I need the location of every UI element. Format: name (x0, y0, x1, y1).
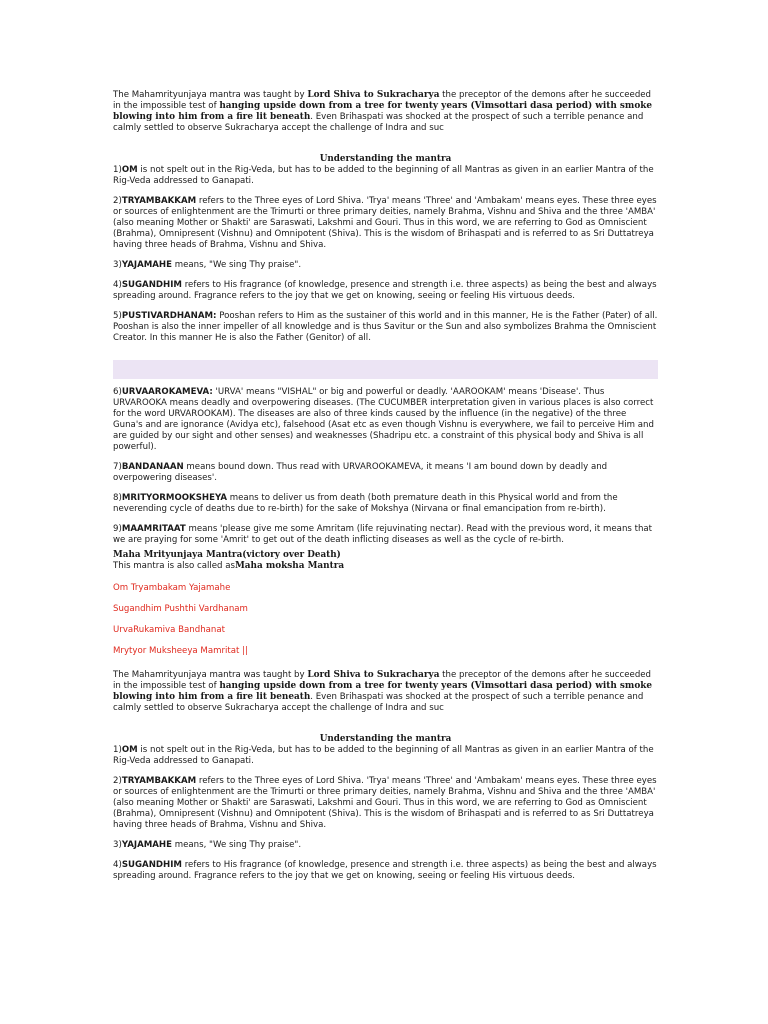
term: YAJAMAHE (121, 840, 172, 850)
list-item: 7)BANDANAAN means bound down. Thus read with URVAROOKAMEVA, it means 'I am bound down by deadly and overpowering diseases'. (113, 462, 608, 483)
items-list-2 (113, 387, 658, 546)
list-item: 8)MRITYORMOOKSHEYA means to deliver us from death (both premature death in this Physical world and from the neverending cycle of deaths due to re-birth) for the sake of Mokshya (Nirvana or final emancipation from re-birth). (113, 493, 618, 514)
mantra-alt-name: Maha moksha Mantra (234, 561, 345, 571)
list-item: 2)TRYAMBAKKAM refers to the Three eyes of Lord Shiva. 'Trya' means 'Three' and 'Ambakam' means eyes. These three eyes or sources of enlightenment are the Trimurti or three primary deities, namely Brahma, Vishnu and Shiva and the three 'AMBA' (also meaning Mother or Shakti' are Saraswati, Lakshmi and Gouri. Thus in this word, we are referring to God as Omniscient (Brahma), Omnipresent (Vishnu) and Omnipotent (Shiva). This is the wisdom of Brihaspati and is referred to as Sri Duttatreya having three heads of Brahma, Vishnu and Shiva. (113, 196, 657, 250)
separator-band (113, 360, 658, 379)
mantra-lines (113, 583, 658, 657)
mantra-line: Om Tryambakam Yajamahe (113, 583, 231, 593)
intro-text: The Mahamrityunjaya mantra was taught by (113, 90, 308, 100)
mantra-line: UrvaRukamiva Bandhanat (113, 625, 225, 635)
intro-test: hanging upside down from a tree for twenty years (Vimsottari dasa period) with smoke blowing into him from a fire lit beneath (113, 101, 653, 122)
list-item: 3)YAJAMAHE means, "We sing Thy praise". (113, 840, 302, 850)
mantra-line: Mrytyor Muksheeya Mamritat || (113, 646, 248, 656)
term: OM (121, 745, 138, 755)
intro-test: hanging upside down from a tree for twenty years (Vimsottari dasa period) with smoke blowing into him from a fire lit beneath (113, 681, 653, 702)
intro-ending: . Even Brihaspati was shocked at the prospect of such a terrible penance and calmly settled to observe Sukracharya accept the challenge of Indra and suc (113, 112, 644, 133)
list-item: 1)OM is not spelt out in the Rig-Veda, but has to be added to the beginning of all Mantras as given in an earlier Mantra of the Rig-Veda addressed to Ganapati. (113, 745, 654, 766)
list-item: 6)URVAAROKAMEVA: 'URVA' means "VISHAL" or big and powerful or deadly. 'AAROOKAM' means 'Disease'. Thus URVAROOKA means deadly and overpowering diseases. (The CUCUMBER interpretation given in various places is also correct for the word URVAROOKAM). The diseases are also of three kinds caused by the influence (in the negative) of the three Guna's and are ignorance (Avidya etc), falsehood (Asat etc as even though Vishnu is everywhere, we fail to perceive Him and are guided by our sight and other senses) and weaknesses (Shadripu etc. a constraint of this physical body and Shiva is all powerful). (113, 387, 654, 452)
term: SUGANDHIM (121, 280, 182, 290)
section-heading: Understanding the mantra (319, 734, 452, 744)
list-item: 1)OM is not spelt out in the Rig-Veda, but has to be added to the beginning of all Mantras as given in an earlier Mantra of the Rig-Veda addressed to Ganapati. (113, 165, 654, 186)
term: MAAMRITAAT (121, 524, 186, 534)
intro-text-2: the preceptor of the demons after he succeeded in the impossible test of (113, 90, 652, 111)
intro-name: Lord Shiva to Sukracharya (307, 670, 440, 680)
mantra-line: Sugandhim Pushthi Vardhanam (113, 604, 248, 614)
term: OM (121, 165, 138, 175)
term: SUGANDHIM (121, 860, 182, 870)
term: URVAAROKAMEVA: (121, 387, 213, 397)
term: TRYAMBAKKAM (121, 776, 197, 786)
section-heading: Understanding the mantra (319, 154, 452, 164)
list-item: 9)MAAMRITAAT means 'please give me some Amritam (life rejuvinating nectar). Read with the previous word, it means that we are praying for some 'Amrit' to get out of the death inflicting diseases as well as the cycle of re-birth. (113, 524, 653, 545)
also-called-line: This mantra is also called asMaha moksha Mantra (113, 561, 345, 571)
list-item: 4)SUGANDHIM refers to His fragrance (of knowledge, presence and strength i.e. three aspects) as being the best and always spreading around. Fragrance refers to the joy that we get on knowing, seeing or feeling His virtuous deeds. (113, 280, 657, 301)
term: MRITYORMOOKSHEYA (121, 493, 228, 503)
list-item: 2)TRYAMBAKKAM refers to the Three eyes of Lord Shiva. 'Trya' means 'Three' and 'Ambakam' means eyes. These three eyes or sources of enlightenment are the Trimurti or three primary deities, namely Brahma, Vishnu and Shiva and the three 'AMBA' (also meaning Mother or Shakti' are Saraswati, Lakshmi and Gouri. Thus in this word, we are referring to God as Omniscient (Brahma), Omnipresent (Vishnu) and Omnipotent (Shiva). This is the wisdom of Brihaspati and is referred to as Sri Duttatreya having three heads of Brahma, Vishnu and Shiva. (113, 776, 657, 830)
repeated-section (113, 670, 658, 882)
term: YAJAMAHE (121, 260, 172, 270)
intro-paragraph: The Mahamrityunjaya mantra was taught by Lord Shiva to Sukracharya the preceptor of the demons after he succeeded in the impossible test of hanging upside down from a tree for twenty years (Vimsottari dasa period) with smoke blowing into him from a fire lit beneath. Even Brihaspati was shocked at the prospect of such a terrible penance and calmly settled to observe Sukracharya accept the challenge of Indra and suc (113, 670, 653, 713)
term: BANDANAAN (121, 462, 184, 472)
list-item: 3)YAJAMAHE means, "We sing Thy praise". (113, 260, 302, 270)
term: TRYAMBAKKAM (121, 196, 197, 206)
list-item: 4)SUGANDHIM refers to His fragrance (of knowledge, presence and strength i.e. three aspects) as being the best and always spreading around. Fragrance refers to the joy that we get on knowing, seeing or feeling His virtuous deeds. (113, 860, 657, 881)
term: PUSTIVARDHANAM: (121, 311, 217, 321)
items-list-1 (113, 165, 658, 344)
intro-name: Lord Shiva to Sukracharya (307, 90, 440, 100)
intro-paragraph (113, 90, 658, 134)
document-page (113, 90, 658, 882)
list-item: 5)PUSTIVARDHANAM: Pooshan refers to Him as the sustainer of this world and in this manner, He is the Father (Pater) of all. Pooshan is also the inner impeller of all knowledge and is thus Savitur or the Sun and also symbolizes Brahma the Omniscient Creator. In this manner He is also the Father (Genitor) of all. (113, 311, 658, 343)
mantra-title: Maha Mrityunjaya Mantra(victory over Death) (113, 550, 341, 560)
